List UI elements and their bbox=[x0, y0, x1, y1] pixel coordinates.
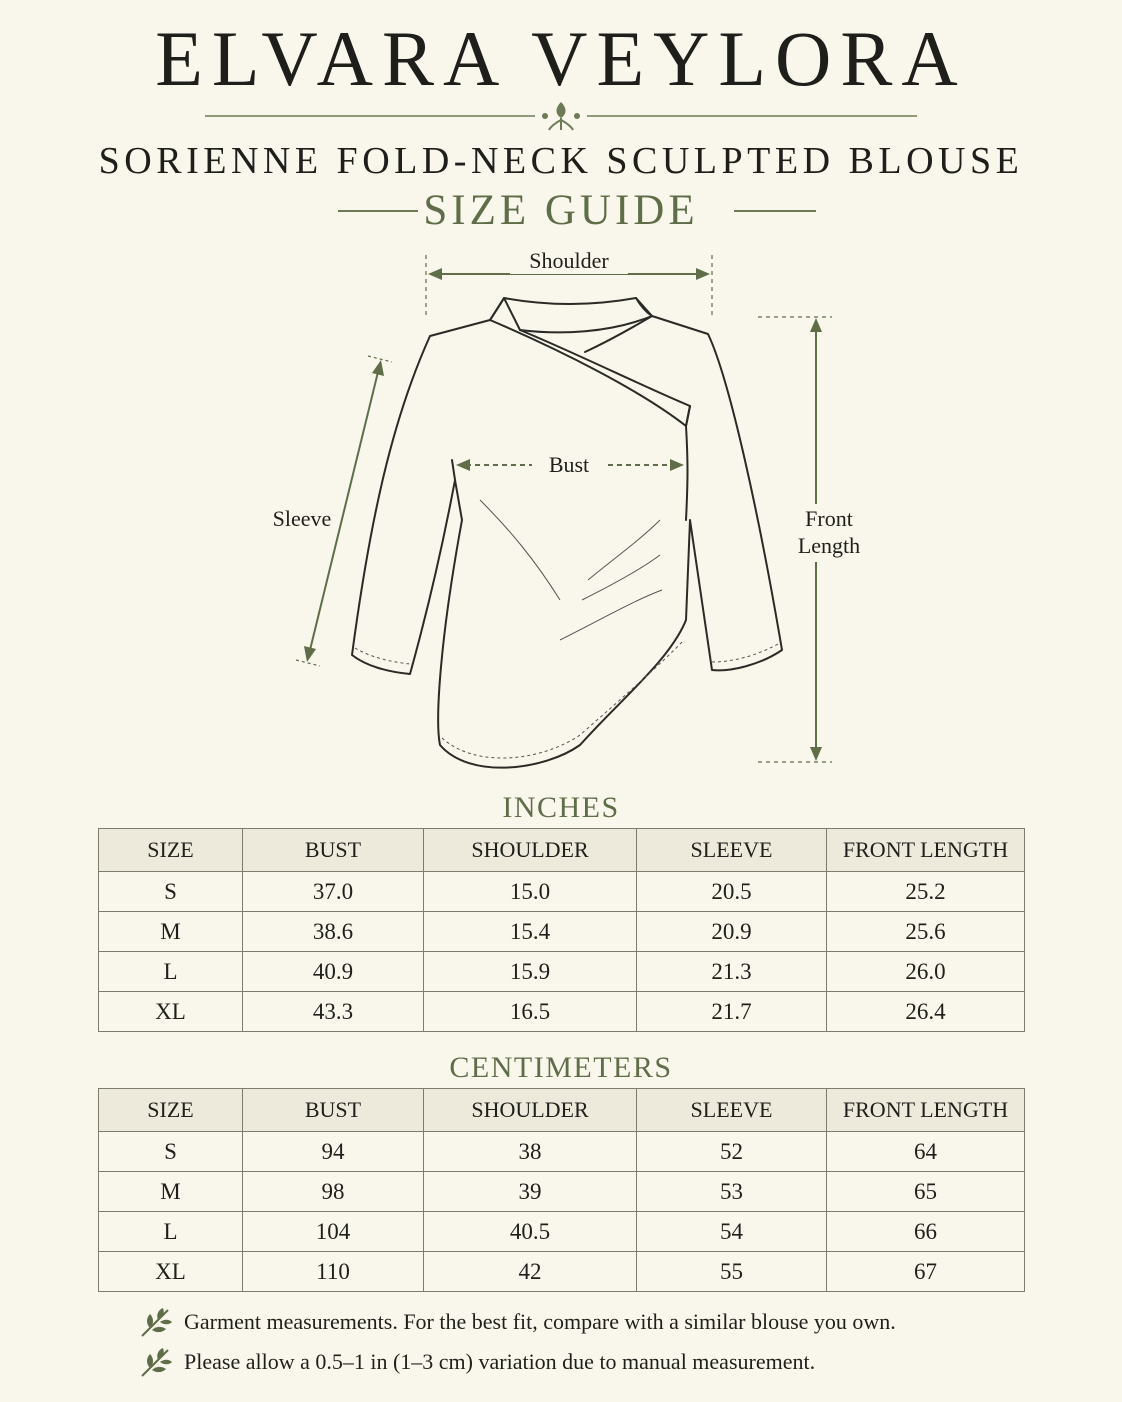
inches-title: INCHES bbox=[502, 791, 620, 824]
note-text: Please allow a 0.5–1 in (1–3 cm) variation due to manual measurement. bbox=[184, 1349, 816, 1374]
table-row bbox=[99, 1212, 1025, 1252]
centimeters-title: CENTIMETERS bbox=[449, 1051, 673, 1084]
guide-rule-right bbox=[734, 210, 816, 212]
cell-size: S bbox=[99, 872, 243, 912]
cell-front-length: 25.2 bbox=[827, 872, 1025, 912]
cell-sleeve: 52 bbox=[637, 1132, 827, 1172]
cell-shoulder: 15.9 bbox=[424, 952, 637, 992]
size-guide-heading bbox=[0, 186, 1122, 236]
centimeters-table bbox=[98, 1088, 1025, 1292]
blouse-illustration bbox=[352, 298, 782, 768]
leaf-sprig-icon bbox=[138, 1304, 174, 1340]
product-name: SORIENNE FOLD-NECK SCULPTED BLOUSE bbox=[98, 140, 1024, 182]
leaf-sprig-icon bbox=[138, 1344, 174, 1380]
header-bust: BUST bbox=[243, 1089, 424, 1132]
cell-shoulder: 40.5 bbox=[424, 1212, 637, 1252]
table-row bbox=[99, 1172, 1025, 1212]
shoulder-label: Shoulder bbox=[529, 248, 609, 273]
cell-sleeve: 20.9 bbox=[637, 912, 827, 952]
note-text: Garment measurements. For the best fit, compare with a similar blouse you own. bbox=[184, 1309, 896, 1334]
cell-sleeve: 53 bbox=[637, 1172, 827, 1212]
cell-sleeve: 54 bbox=[637, 1212, 827, 1252]
cell-bust: 104 bbox=[243, 1212, 424, 1252]
table-row bbox=[99, 952, 1025, 992]
cell-front-length: 25.6 bbox=[827, 912, 1025, 952]
cell-sleeve: 20.5 bbox=[637, 872, 827, 912]
inches-table bbox=[98, 828, 1025, 1032]
cell-bust: 37.0 bbox=[243, 872, 424, 912]
cell-size: L bbox=[99, 952, 243, 992]
cell-front-length: 65 bbox=[827, 1172, 1025, 1212]
cell-bust: 98 bbox=[243, 1172, 424, 1212]
cell-front-length: 66 bbox=[827, 1212, 1025, 1252]
header-sleeve: SLEEVE bbox=[637, 829, 827, 872]
brand-name: ELVARA VEYLORA bbox=[155, 15, 967, 102]
header-size: SIZE bbox=[99, 829, 243, 872]
garment-diagram bbox=[0, 240, 1122, 780]
cell-front-length: 64 bbox=[827, 1132, 1025, 1172]
cell-size: XL bbox=[99, 1252, 243, 1292]
cell-shoulder: 38 bbox=[424, 1132, 637, 1172]
cell-size: M bbox=[99, 912, 243, 952]
cell-shoulder: 39 bbox=[424, 1172, 637, 1212]
table-header-row bbox=[99, 1089, 1025, 1132]
table-row bbox=[99, 872, 1025, 912]
header-front-length: FRONT LENGTH bbox=[827, 1089, 1025, 1132]
cell-size: L bbox=[99, 1212, 243, 1252]
front-length-label-line1: Front bbox=[805, 506, 853, 531]
cell-sleeve: 55 bbox=[637, 1252, 827, 1292]
cell-bust: 38.6 bbox=[243, 912, 424, 952]
cell-front-length: 26.0 bbox=[827, 952, 1025, 992]
cell-sleeve: 21.7 bbox=[637, 992, 827, 1032]
table-row bbox=[99, 1252, 1025, 1292]
header-bust: BUST bbox=[243, 829, 424, 872]
cell-bust: 43.3 bbox=[243, 992, 424, 1032]
table-header-row bbox=[99, 829, 1025, 872]
header-shoulder: SHOULDER bbox=[424, 1089, 637, 1132]
header-front-length: FRONT LENGTH bbox=[827, 829, 1025, 872]
cell-front-length: 67 bbox=[827, 1252, 1025, 1292]
ornament-divider-icon bbox=[205, 96, 917, 136]
table-row bbox=[99, 912, 1025, 952]
sleeve-label: Sleeve bbox=[272, 506, 332, 531]
cell-shoulder: 42 bbox=[424, 1252, 637, 1292]
header-size: SIZE bbox=[99, 1089, 243, 1132]
notes-list bbox=[138, 1302, 896, 1382]
cell-size: XL bbox=[99, 992, 243, 1032]
header-sleeve: SLEEVE bbox=[637, 1089, 827, 1132]
cell-sleeve: 21.3 bbox=[637, 952, 827, 992]
size-guide-title: SIZE GUIDE bbox=[423, 187, 699, 234]
cell-size: S bbox=[99, 1132, 243, 1172]
table-row bbox=[99, 992, 1025, 1032]
bust-label: Bust bbox=[548, 452, 590, 477]
cell-bust: 110 bbox=[243, 1252, 424, 1292]
note-item bbox=[138, 1342, 896, 1382]
cell-shoulder: 15.4 bbox=[424, 912, 637, 952]
header-shoulder: SHOULDER bbox=[424, 829, 637, 872]
cell-bust: 40.9 bbox=[243, 952, 424, 992]
blouse-seam-details bbox=[355, 640, 778, 758]
blouse-drape-lines bbox=[480, 500, 662, 640]
cell-size: M bbox=[99, 1172, 243, 1212]
cell-front-length: 26.4 bbox=[827, 992, 1025, 1032]
cell-shoulder: 16.5 bbox=[424, 992, 637, 1032]
cell-bust: 94 bbox=[243, 1132, 424, 1172]
front-length-label-line2: Length bbox=[797, 533, 861, 558]
cell-shoulder: 15.0 bbox=[424, 872, 637, 912]
note-item bbox=[138, 1302, 896, 1342]
table-row bbox=[99, 1132, 1025, 1172]
